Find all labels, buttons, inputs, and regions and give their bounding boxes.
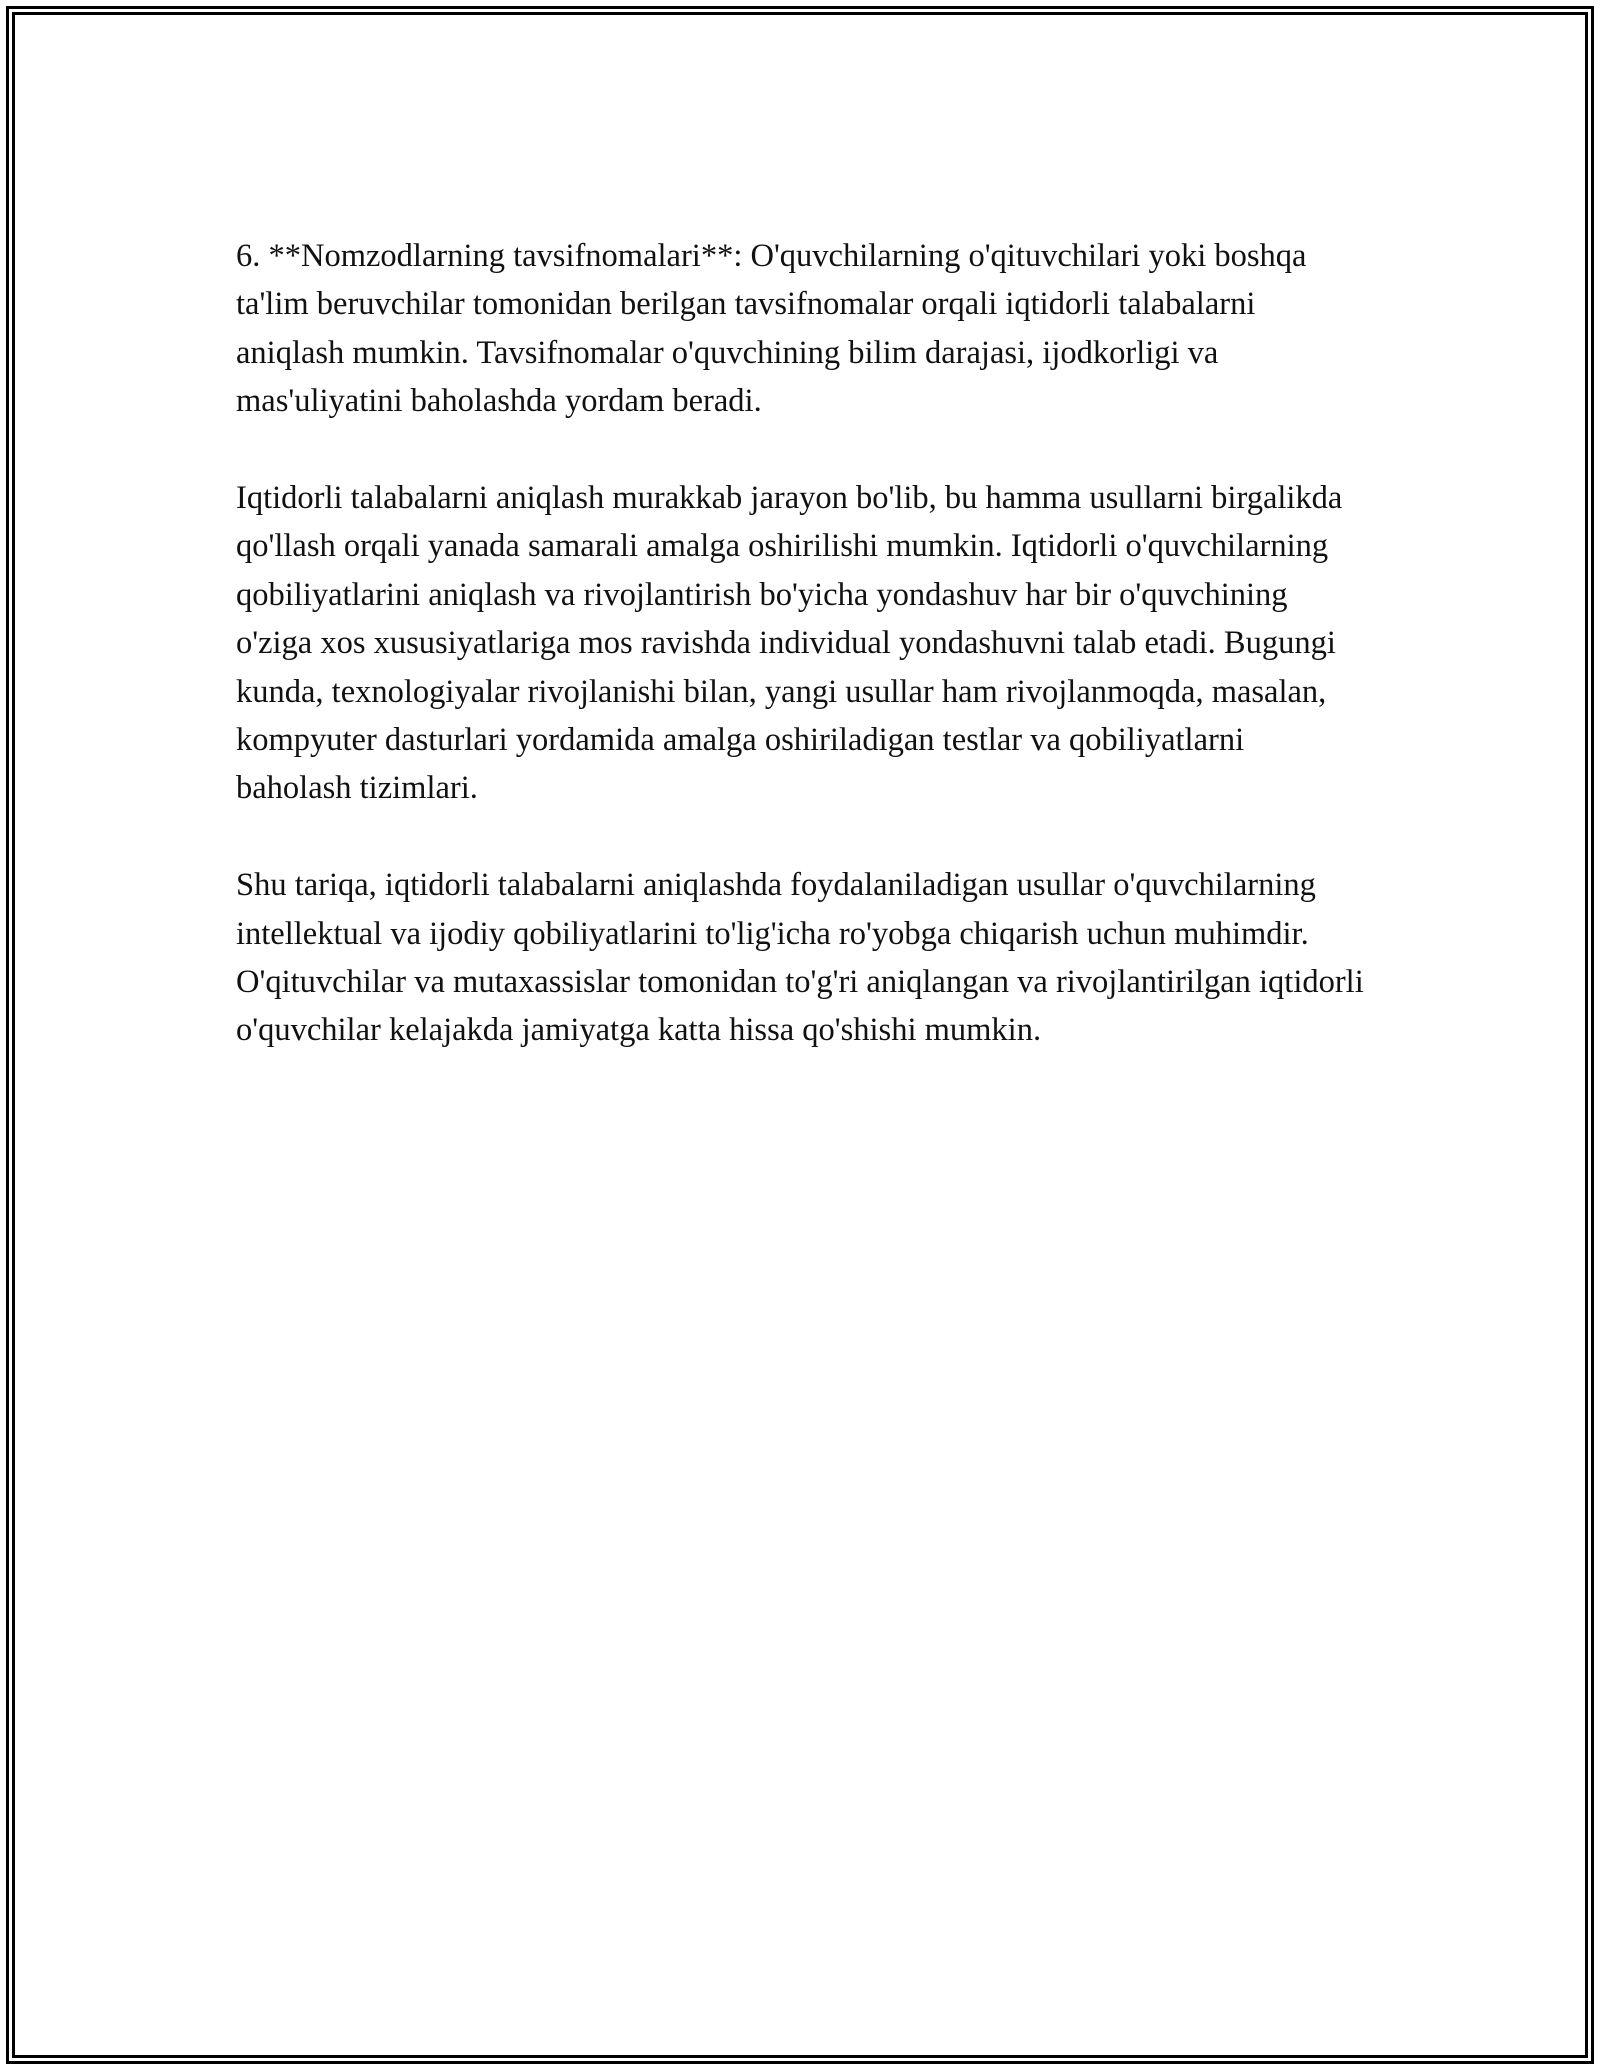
paragraph-candidate-references: 6. **Nomzodlarning tavsifnomalari**: O'quvchilarning o'qituvchilari yoki boshqa ta'lim beruvchilar tomonidan berilgan tavsifnomalar orqali iqtidorli talabalarni aniqlash mumkin. Tavsifnomalar o'quvchining bilim darajasi, ijodkorligi va mas'uliyatini baholashda yordam beradi.: [236, 238, 1307, 420]
document-body: [236, 232, 1366, 1055]
paragraph-conclusion: Shu tariqa, iqtidorli talabalarni aniqlashda foydalaniladigan usullar o'quvchilarning intellektual va ijodiy qobiliyatlarini to'lig'icha ro'yobga chiqarish uchun muhimdir. O'qituvchilar va mutaxassislar tomonidan to'g'ri aniqlangan va rivojlantirilgan iqtidorli o'quvchilar kelajakda jamiyatga katta hissa qo'shishi mumkin.: [236, 867, 1364, 1049]
paragraph-identification-process: Iqtidorli talabalarni aniqlash murakkab jarayon bo'lib, bu hamma usullarni birgalikda qo'llash orqali yanada samarali amalga oshirilishi mumkin. Iqtidorli o'quvchilarning qobiliyatlarini aniqlash va rivojlantirish bo'yicha yondashuv har bir o'quvchining o'ziga xos xususiyatlariga mos ravishda individual yondashuvni talab etadi. Bugungi kunda, texnologiyalar rivojlanishi bilan, yangi usullar ham rivojlanmoqda, masalan, kompyuter dasturlari yordamida amalga oshiriladigan testlar va qobiliyatlarni baholash tizimlari.: [236, 480, 1343, 807]
